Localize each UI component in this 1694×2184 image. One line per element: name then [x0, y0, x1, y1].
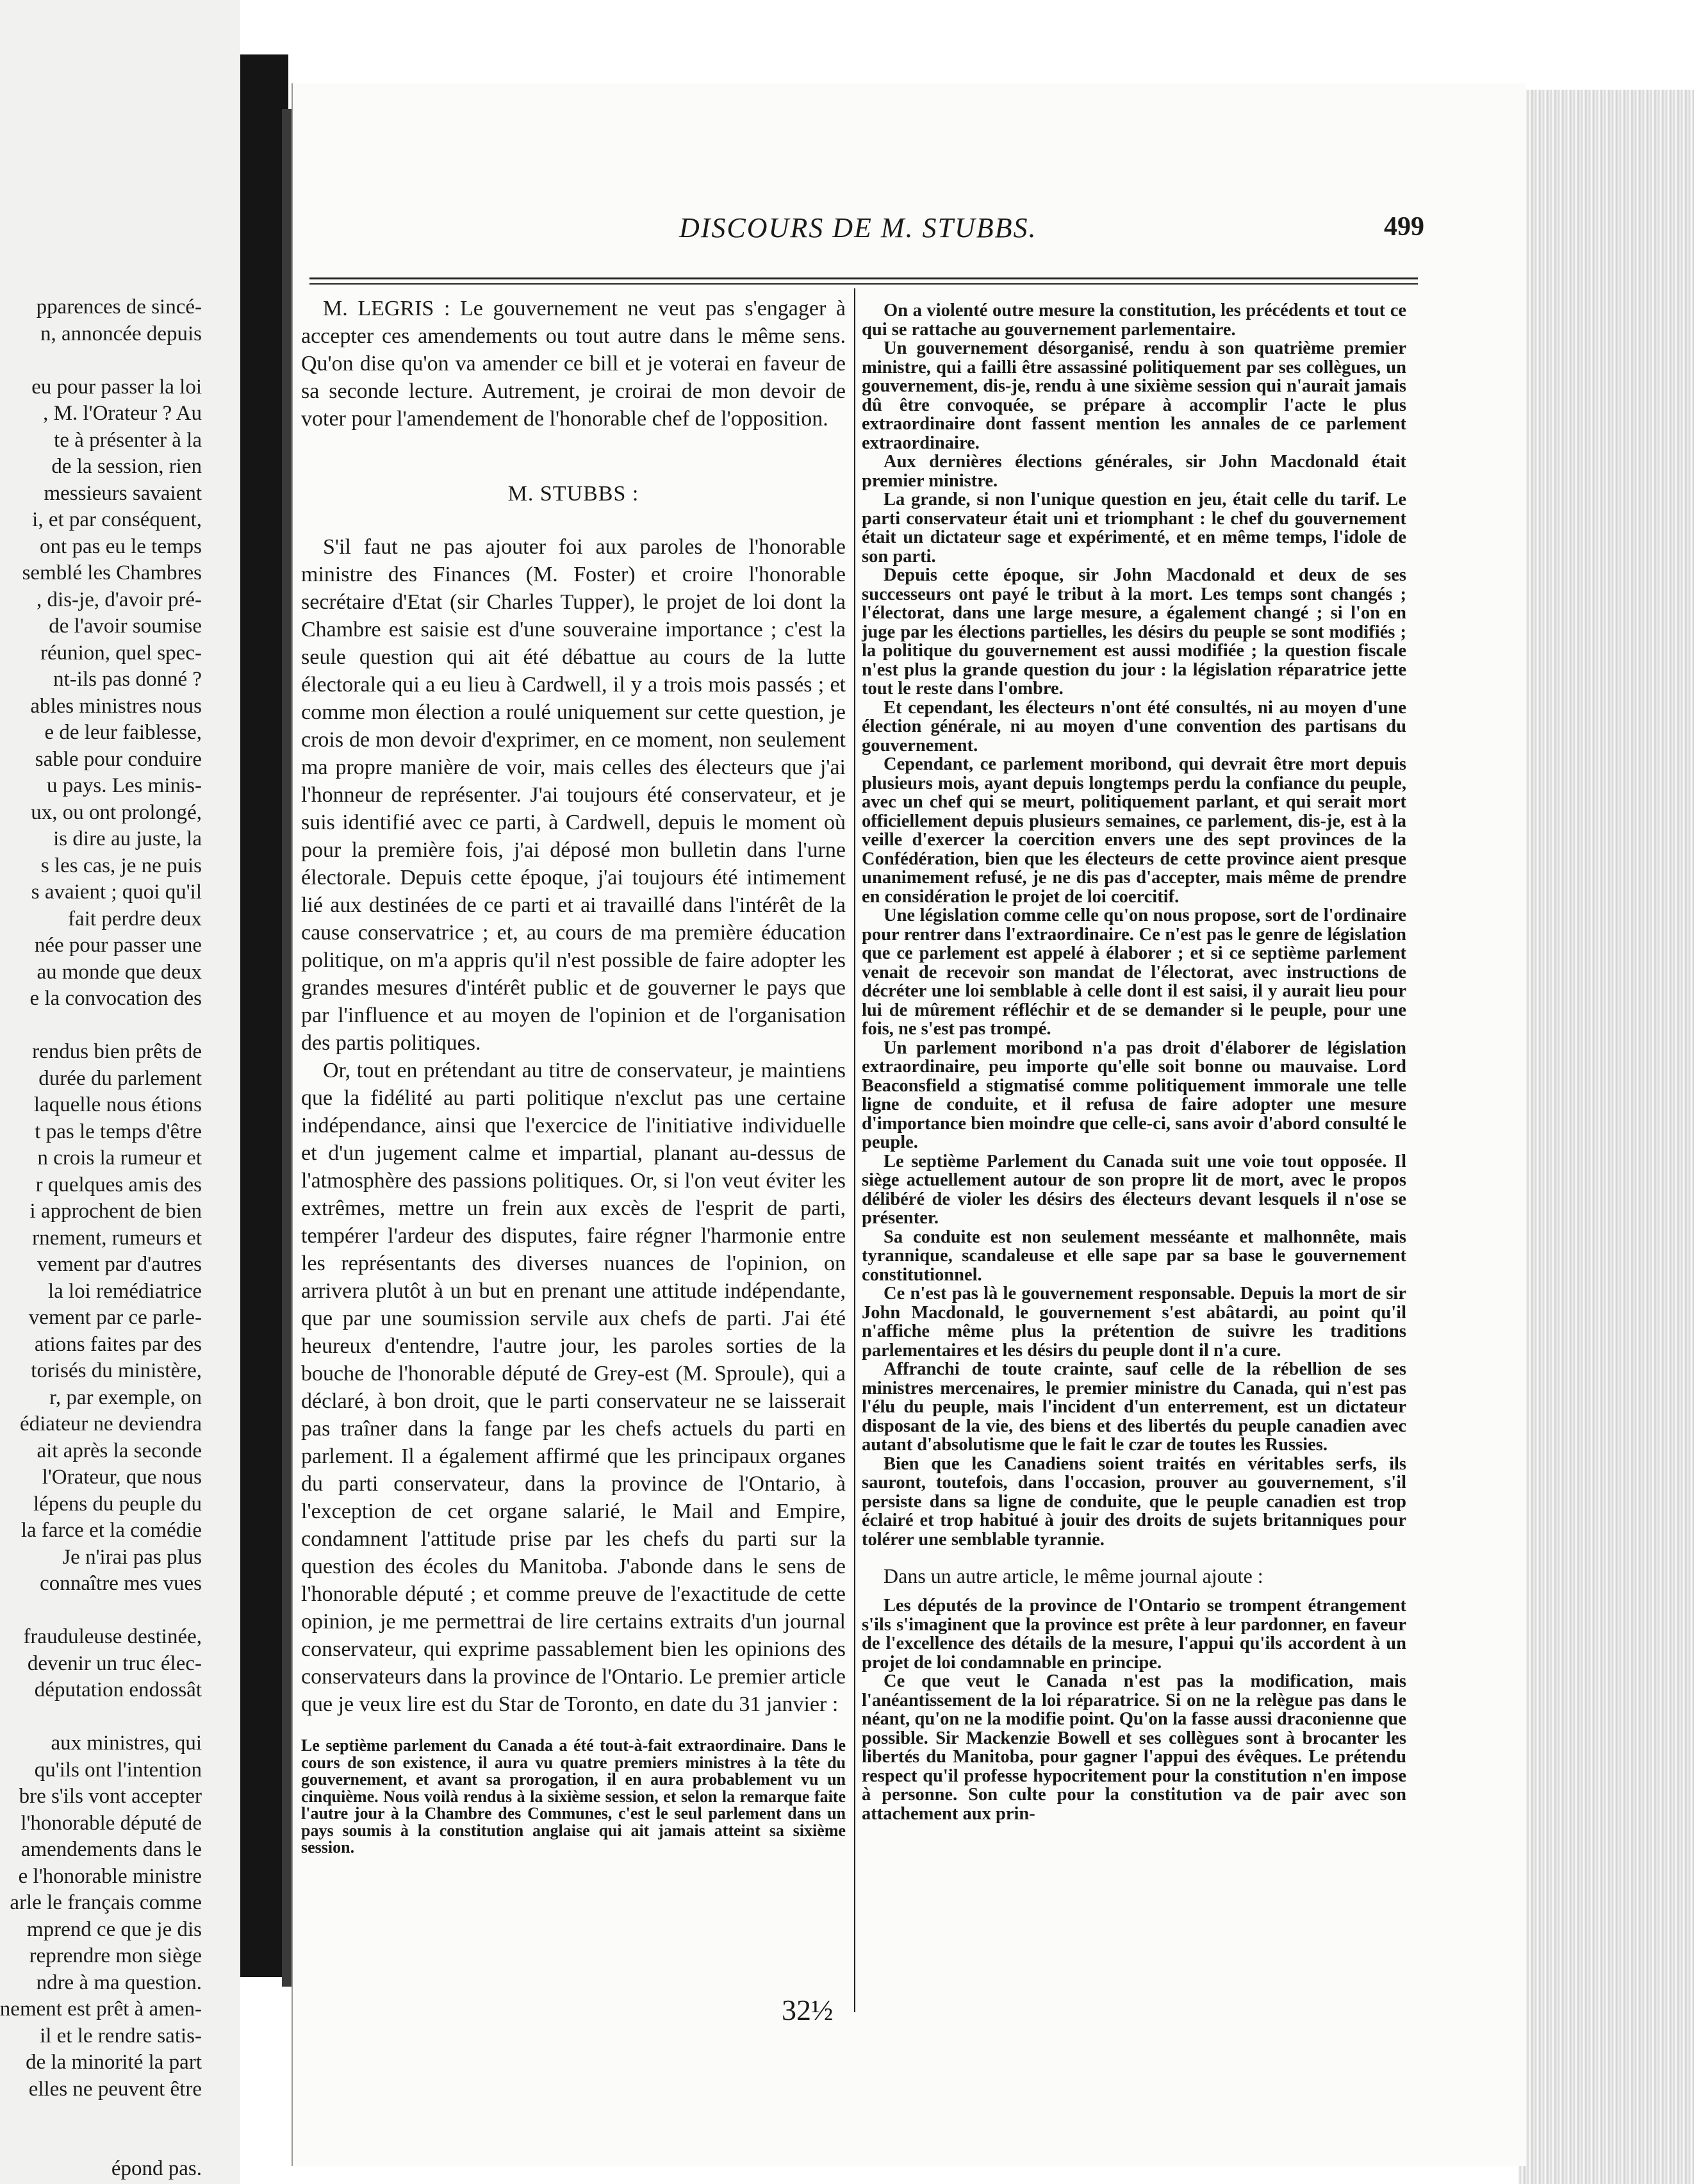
- book-gutter: [240, 54, 288, 1977]
- facing-page-line: lépens du peuple du: [33, 1492, 202, 1516]
- facing-page-line: réunion, quel spec-: [40, 641, 202, 665]
- facing-page-line: de la minorité la part: [26, 2051, 202, 2074]
- facing-page-line: au monde que deux: [37, 960, 202, 984]
- facing-page-line: il et le rendre satis-: [40, 2024, 202, 2048]
- facing-page-line: ait après la seconde: [37, 1439, 202, 1462]
- facing-page-line: ndre à ma question.: [36, 1971, 202, 1994]
- facing-page-line: n crois la rumeur et: [37, 1146, 202, 1170]
- facing-page: [0, 0, 240, 2184]
- facing-page-line: devenir un truc élec-: [27, 1651, 202, 1675]
- facing-page-line: torisés du ministère,: [31, 1359, 202, 1382]
- article-paragraph: Les députés de la province de l'Ontario se trompent étrangement s'ils s'imaginent que la province est prête à leur pardonner, en faveur de l'excellence des détails de la mesure, l'appui qu'ils accordent à un projet de loi condamnable en principe.: [862, 1596, 1406, 1673]
- article-paragraph: Sa conduite est non seulement messéante et malhonnête, mais tyrannique, scandaleuse et elle sape par sa base le gouvernement constitutionnel.: [862, 1227, 1406, 1285]
- facing-page-line: , M. l'Orateur ? Au: [43, 402, 202, 425]
- facing-page-line: elles ne peuvent être: [28, 2077, 202, 2101]
- left-column: [301, 295, 846, 1857]
- facing-page-line: eu pour passer la loi: [31, 375, 202, 399]
- facing-page-line: la loi remédiatrice: [47, 1279, 202, 1303]
- header-rule-double: [309, 283, 1418, 285]
- article-paragraph: Affranchi de toute crainte, sauf celle de la rébellion de ses ministres mercenaires, le premier ministre du Canada, qui n'est pas l'élu du peuple, mais l'incident d'un enterrement, est un dictateur disposant de la vie, des biens et des libertés du peuple canadien avec autant d'absolutisme que le fait le czar de toutes les Russies.: [862, 1359, 1406, 1455]
- article-paragraph: Depuis cette époque, sir John Macdonald et deux de ses successeurs ont payé le tribut à la mort. Les temps sont changés ; l'électorat, dans une large mesure, a également changé ; si l'on en juge par les élections partielles, les désirs du peuple se sont modifiés ; la politique du gouvernement est aussi modifiée ; la question fiscale n'est plus la grande question du jour : la législation réparatrice jette tout le reste dans l'ombre.: [862, 565, 1406, 699]
- article-paragraph: On a violenté outre mesure la constitution, les précédents et tout ce qui se rattache au gouvernement parlementaire.: [862, 301, 1406, 340]
- article-paragraph: Aux dernières élections générales, sir John Macdonald était premier ministre.: [862, 452, 1406, 491]
- facing-page-line: aux ministres, qui: [51, 1732, 202, 1755]
- facing-page-line: arle le français comme: [10, 1891, 202, 1914]
- facing-page-line: is dire au juste, la: [53, 827, 202, 850]
- facing-page-line: messieurs savaient: [44, 481, 202, 505]
- facing-page-line: t pas le temps d'être: [35, 1120, 202, 1143]
- facing-page-line: vement par ce parle-: [28, 1306, 202, 1329]
- facing-page-line: s les cas, je ne puis: [40, 854, 202, 877]
- facing-page-line: Je n'irai pas plus: [62, 1545, 202, 1569]
- speech-paragraph: S'il faut ne pas ajouter foi aux paroles de l'honorable ministre des Finances (M. Foster) et croire l'honorable secrétaire d'Etat (sir Charles Tupper), le projet de loi dont la Chambre est saisie est d'une souveraine importance ; c'est la seule question qui ait été débattue au cours de la lutte électorale qui a eu lieu à Cardwell, il y a trois mois passés ; et comme mon élection a roulé uniquement sur cette question, je crois de mon devoir d'exprimer, en ce moment, non seulement ma propre manière de voir, mais celles des électeurs que j'ai l'honneur de représenter. J'ai toujours été conservateur, et je suis identifié avec ce parti, à Cardwell, depuis le moment où pour la première fois, j'ai déposé mon bulletin dans l'urne électorale. Depuis cette époque, j'ai toujours été intimement lié aux destinées de ce parti et ai travaillé dans l'intérêt de la cause conservatrice ; et, au cours de ma première éducation politique, on m'a appris qu'il n'est possible de faire adopter les grandes mesures d'intérêt public et de gouverner le pays que par l'influence et au moyen de l'opinion et de l'organisation des partis politiques.: [301, 535, 846, 1055]
- column-divider: [854, 288, 855, 2012]
- facing-page-line: sable pour conduire: [35, 747, 202, 771]
- facing-page-line: ux, ou ont prolongé,: [31, 800, 202, 824]
- header-rule: [309, 277, 1418, 279]
- page-edges: [1518, 90, 1694, 2184]
- facing-page-line: i approchent de bien: [29, 1200, 202, 1223]
- article-paragraph: Un parlement moribond n'a pas droit d'élaborer de législation extraordinaire, peu importe qu'elle soit bonne ou mauvaise. Lord Beaconsfield a stigmatisé comme politiquement immorale une telle ligne de conduite, et il refusa de faire adopter une mesure d'importance bien moindre que celle-ci, sans avoir d'abord consulté le peuple.: [862, 1038, 1406, 1152]
- page-number: 499: [1384, 212, 1424, 242]
- facing-page-line: de la session, rien: [51, 455, 202, 478]
- article-paragraph: Le septième Parlement du Canada suit une voie tout opposée. Il siège actuellement autour de son propre lit de mort, avec le propos délibéré de violer les désirs des électeurs devant lesquels il n'ose se présenter.: [862, 1151, 1406, 1228]
- speaker-heading: M. STUBBS :: [507, 482, 639, 506]
- facing-page-line: bre s'ils vont accepter: [19, 1785, 202, 1808]
- article-paragraph: Une législation comme celle qu'on nous propose, sort de l'ordinaire pour rentrer dans l'extraordinaire. Ce n'est pas le genre de législation que ce parlement est appelé à élaborer ; et si ce septième parlement venait de recevoir son mandat de l'électorat, avec instructions de décréter une loi semblable à celle dont il est saisi, il y aurait lieu pour lui de mûrement réfléchir et de se demander si le peuple, pour une fois, ne s'est pas trompé.: [862, 906, 1406, 1039]
- article-paragraph: Cependant, ce parlement moribond, qui devrait être mort depuis plusieurs mois, ayant depuis longtemps perdu la confiance du peuple, avec un chef qui se meurt, politiquement parlant, et qui serait mort officiellement depuis plusieurs semaines, ce parlement, dis-je, est à la veille d'exercer la coercition envers une des sept provinces de la Confédération, bien que les électeurs de cette province aient presque unanimement refusé, je ne dis pas d'accepter, mais même de prendre en considération le projet de loi coercitif.: [862, 754, 1406, 907]
- facing-page-line: i, et par conséquent,: [32, 508, 202, 531]
- facing-page-line: laquelle nous étions: [33, 1093, 202, 1116]
- facing-page-line: ont pas eu le temps: [40, 534, 202, 558]
- facing-page-line: épond pas.: [111, 2157, 202, 2180]
- facing-page-line: rnement, rumeurs et: [32, 1226, 202, 1250]
- facing-page-line: u pays. Les minis-: [47, 774, 202, 797]
- facing-page-line: r quelques amis des: [35, 1173, 202, 1196]
- facing-page-line: nement est prêt à amen-: [0, 1998, 202, 2021]
- facing-page-line: rendus bien prêts de: [32, 1040, 202, 1063]
- facing-page-line: te à présenter à la: [54, 428, 202, 452]
- article-paragraph: Bien que les Canadiens soient traités en véritables serfs, ils sauront, toutefois, dans l'occasion, prouver au gouvernement, s'il persiste dans sa ligne de conduite, que le peuple canadien est trop éclairé et trop habitué à jouir des droits de sujets britanniques pour tolérer une semblable tyrannie.: [862, 1453, 1406, 1550]
- facing-page-line: reprendre mon siège: [29, 1944, 202, 1967]
- facing-page-line: s avaient ; quoi qu'il: [31, 881, 202, 904]
- facing-page-line: députation endossât: [34, 1678, 202, 1701]
- facing-page-line: qu'ils ont l'intention: [34, 1758, 202, 1782]
- facing-page-line: amendements dans le: [21, 1838, 202, 1861]
- facing-page-line: frauduleuse destinée,: [23, 1625, 202, 1648]
- facing-page-line: , dis-je, d'avoir pré-: [37, 588, 202, 611]
- article-paragraph: Et cependant, les électeurs n'ont été consultés, ni au moyen d'une élection générale, ni au moyen d'une convention des partisans du gouvernement.: [862, 697, 1406, 756]
- facing-page-line: édiateur ne deviendra: [19, 1412, 202, 1435]
- facing-page-line: ables ministres nous: [30, 694, 202, 718]
- article-paragraph: Un gouvernement désorganisé, rendu à son quatrième premier ministre, qui a failli être assassiné politiquement par ses collègues, un gouvernement, dis-je, rendu à une sixième session qui n'aurait jamais dû être convoquée, se prépare à accomplir l'acte le plus extraordinaire dont fassent mention les annales de ce parlement extraordinaire.: [862, 338, 1406, 453]
- facing-page-line: n, annoncée depuis: [40, 322, 202, 345]
- speech-paragraph: Or, tout en prétendant au titre de conservateur, je maintiens que la fidélité au parti politique n'exclut pas une certaine indépendance, ainsi que l'exercice de l'initiative individuelle et d'un jugement calme et impartial, planant au-dessus de l'atmosphère des passions politiques. Or, si l'on veut éviter les extrêmes, mettre un frein aux excès de l'esprit de parti, tempérer l'ardeur des disputes, faire régner l'harmonie entre les représentants des diverses nuances de l'opinion, on arrivera plutôt à un but en prenant une attitude indépendante, que par une soumission servile aux chefs de parti. J'ai été heureux d'entendre, l'autre jour, les paroles sorties de la bouche de l'honorable député de Grey-est (M. Sproule), qui a déclaré, à bon droit, que le parti conservateur ne se laisserait pas traîner dans la fange par les chefs actuels du parti en parlement. Il a également affirmé que les principaux organes du parti conservateur, dans la province de l'Ontario, à l'exception de cet organe salarié, le Mail and Empire, condamnent l'attitude prise par les chefs du parti sur la question des écoles du Manitoba. J'abonde dans le sens de l'honorable député ; et comme preuve de l'exactitude de cette opinion, je me permettrai de lire certains extraits d'un journal conservateur, qui exprime passablement bien les opinions des conservateurs dans la province de l'Ontario. Le premier article que je veux lire est du Star de Toronto, en date du 31 janvier :: [301, 1059, 846, 1716]
- article-paragraph: La grande, si non l'unique question en jeu, était celle du tarif. Le parti conservateur était uni et triomphant : le chef du gouvernement était un dictateur sage et expérimenté, et en même temps, l'idole de son parti.: [862, 490, 1406, 567]
- facing-page-line: vement par d'autres: [37, 1253, 202, 1276]
- article-paragraph: Ce n'est pas là le gouvernement responsable. Depuis la mort de sir John Macdonald, le gouvernement s'est abâtardi, au point qu'il n'affiche même plus la prétention de suivre les traditions parlementaires et les désirs du peuple dont il n'a cure.: [862, 1284, 1406, 1361]
- facing-page-line: mprend ce que je dis: [26, 1917, 202, 1941]
- facing-page-line: r, par exemple, on: [49, 1386, 202, 1409]
- facing-page-line: née pour passer une: [34, 934, 202, 957]
- facing-page-line: semblé les Chambres: [22, 561, 202, 584]
- article-paragraph: Ce que veut le Canada n'est pas la modification, mais l'anéantissement de la loi réparatrice. Si on ne la relègue pas dans le néant, qu'on ne la modifie point. Qu'on la fasse aussi draconienne que possible. Sir Mackenzie Bowell et ses collègues sont à brocanter les libertés du Manitoba, pour gagner l'appui des évêques. Le prétendu respect qu'il professe hypocritement pour la constitution n'en impose à personne. Son culte pour la constitution va de pair avec son attachement aux prin-: [862, 1671, 1406, 1824]
- right-column: [862, 301, 1406, 1823]
- facing-page-line: pparences de sincé-: [36, 295, 202, 318]
- facing-page-line: connaître mes vues: [40, 1572, 202, 1595]
- facing-page-line: e l'honorable ministre: [18, 1864, 202, 1888]
- speech-paragraph: Dans un autre article, le même journal ajoute :: [884, 1564, 1263, 1587]
- facing-page-line: durée du parlement: [38, 1066, 202, 1090]
- facing-page-line: ations faites par des: [34, 1332, 202, 1356]
- facing-page-line: l'Orateur, que nous: [42, 1466, 202, 1489]
- facing-page-line: e la convocation des: [29, 987, 202, 1010]
- signature-mark: 32½: [782, 1994, 834, 2026]
- legris-paragraph: M. LEGRIS : Le gouvernement ne veut pas s'engager à accepter ces amendements ou tout autre dans le même sens. Qu'on dise qu'on va amender ce bill et je voterai en faveur de sa seconde lecture. Autrement, je croirai de mon devoir de voter pour l'amendement de l'honorable chef de l'opposition.: [301, 297, 846, 431]
- facing-page-line: la farce et la comédie: [21, 1519, 202, 1542]
- quoted-article: Le septième parlement du Canada a été tout-à-fait extraordinaire. Dans le cours de son existence, il aura vu quatre premiers ministres à la tête du gouvernement, et avant sa prorogation, il en aura probablement vu un cinquième. Nous voilà rendus à la sixième session, et selon la remarque faite l'autre jour à la Chambre des Communes, c'est le seul parlement dans un pays soumis à la constitution anglaise qui ait jamais atteint sa sixième session.: [301, 1736, 846, 1857]
- running-header: DISCOURS DE M. STUBBS.: [679, 212, 1037, 244]
- facing-page-line: l'honorable député de: [21, 1811, 202, 1835]
- facing-page-line: e de leur faiblesse,: [44, 721, 202, 744]
- facing-page-line: fait perdre deux: [68, 907, 202, 931]
- facing-page-line: nt-ils pas donné ?: [53, 668, 202, 691]
- facing-page-line: de l'avoir soumise: [49, 615, 202, 638]
